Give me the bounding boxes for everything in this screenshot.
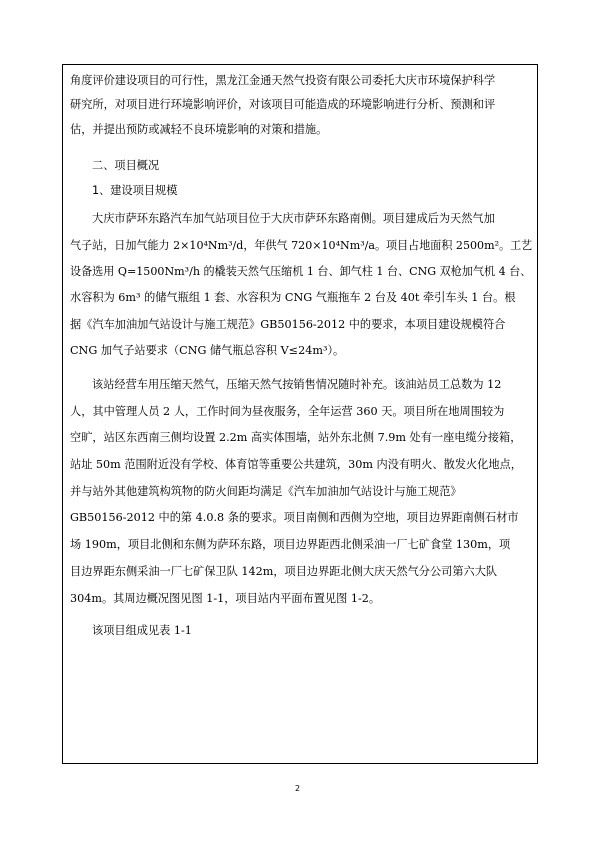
text-line: CNG 加气子站要求（CNG 储气瓶总容积 V≤24m³）。 xyxy=(70,344,345,357)
page-number: 2 xyxy=(294,784,301,793)
text-line: 场 190m，项目北侧和东侧为萨环东路，项目边界距西北侧采油一厂七矿食堂 130m，项 xyxy=(70,538,511,551)
text-line: 人，其中管理人员 2 人，工作时间为昼夜服务，全年运营 360 天。项目所在地周围较为 xyxy=(70,405,505,418)
text-line: 站址 50m 范围附近没有学校、体育馆等重要公共建筑，30m 内没有明火、散发火化地点， xyxy=(70,458,522,471)
text-line: GB50156-2012 中的第 4.0.8 条的要求。项目南侧和西侧为空地，项目边界距南侧石材市 xyxy=(70,511,519,524)
text-line: 目边界距东侧采油一厂七矿保卫队 142m，项目边界距北侧大庆天然气分公司第六大队 xyxy=(70,565,498,578)
text-line: 角度评价建设项目的可行性，黑龙江金通天然气投资有限公司委托大庆市环境保护科学 xyxy=(70,74,496,87)
text-line: 该项目组成见表 1-1 xyxy=(92,624,192,637)
text-line: 气子站，日加气能力 2×10⁴Nm³/d，年供气 720×10⁴Nm³/a。项目占地面积 2500m²。工艺 xyxy=(70,239,533,252)
text-line: 空旷，站区东西南三侧均设置 2.2m 高实体围墙，站外东北侧 7.9m 处有一座电缆分接箱， xyxy=(70,431,522,444)
text-line: 该站经营车用压缩天然气，压缩天然气按销售情况随时补充。该油站员工总数为 12 xyxy=(92,378,502,391)
text-line: 研究所，对项目进行环境影响评价，对该项目可能造成的环境影响进行分析、预测和评 xyxy=(70,98,496,111)
text-line: 水容积为 6m³ 的储气瓶组 1 套、水容积为 CNG 气瓶拖车 2 台及 40t 牵引车头 1 台。根 xyxy=(70,291,516,304)
text-line: 据《汽车加油加气站设计与施工规范》GB50156-2012 中的要求，本项目建设规模符合 xyxy=(70,318,506,331)
text-line: 304m。其周边概况图见图 1-1，项目站内平面布置见图 1-2。 xyxy=(70,592,381,605)
text-line: 设备选用 Q=1500Nm³/h 的橇装天然气压缩机 1 台、卸气柱 1 台、CNG 双枪加气机 4 台、 xyxy=(70,265,532,278)
text-line: 并与站外其他建筑构筑物的防火间距均满足《汽车加油加气站设计与施工规范》 xyxy=(70,485,462,498)
subsection-heading: 1、建设项目规模 xyxy=(92,184,178,197)
text-line: 估，并提出预防或减轻不良环境影响的对策和措施。 xyxy=(70,123,328,136)
section-heading: 二、项目概况 xyxy=(92,159,160,172)
text-line: 大庆市萨环东路汽车加气站项目位于大庆市萨环东路南侧。项目建成后为天然气加 xyxy=(92,212,495,225)
